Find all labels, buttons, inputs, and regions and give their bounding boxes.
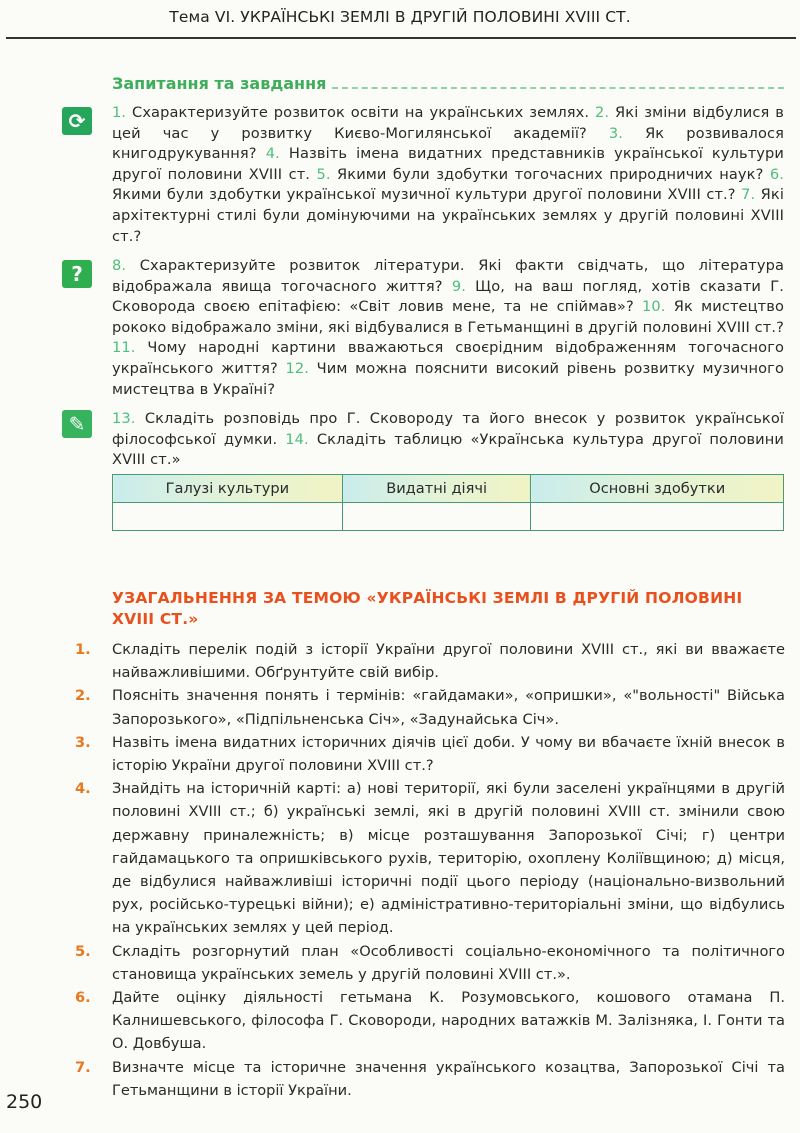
refresh-icon: ⟳ <box>62 107 92 135</box>
page-number: 250 <box>6 1091 43 1113</box>
question-number: 7. <box>741 186 756 204</box>
summary-item-number: 4. <box>75 780 91 798</box>
question-text: Які зміни відбулися в цей час у розвитку Києво-Могилянської академії? <box>112 104 784 142</box>
question-text: Які архітектурні стилі були домінуючими на українських землях у другій половині XVIII ст.? <box>112 186 784 245</box>
culture-table <box>112 474 784 531</box>
question-text: Що, на ваш погляд, хотів сказати Г. Сковорода своєю епітафією: «Світ ловив мене, та не спіймав»? <box>112 277 784 316</box>
question-text: Якими були здобутки тогочасних природничих наук? <box>337 165 764 183</box>
question-number: 4. <box>265 145 280 163</box>
question-text: Схарактеризуйте розвиток освіти на українських землях. <box>132 104 590 121</box>
question-text: Схарактеризуйте розвиток літератури. Які факти свідчать, що література відображала явища тогочасного життя? <box>112 257 784 295</box>
summary-item <box>75 986 785 1056</box>
summary-item-number: 5. <box>75 942 91 960</box>
summary-item <box>75 638 785 684</box>
table-row <box>113 503 784 531</box>
question-text: Якими були здобутки української музичної культури другої половини XVIII ст.? <box>112 186 736 204</box>
header-divider <box>6 37 796 39</box>
summary-item-number: 6. <box>75 989 91 1007</box>
summary-item-text: Визначте місце та історичне значення українського козацтва, Запорозької Січі та Гетьманщини в історії України. <box>112 1058 785 1099</box>
summary-item <box>75 1056 785 1102</box>
question-text: Чому народні картини вважаються своєрідним відображенням тогочасного українського життя? <box>112 339 784 377</box>
summary-item-text: Поясніть значення понять і термінів: «гайдамаки», «опришки», «"вольності" Війська Запорозького», «Підпільненська Січ», «Задунайська Січ». <box>112 687 785 728</box>
question-text: Складіть розповідь про Г. Сковороду та його внесок у розвиток української філософської думки. <box>112 410 784 448</box>
question-number: 6. <box>769 165 784 183</box>
table-header-cell: Основні здобутки <box>531 475 784 503</box>
question-text: Складіть таблицю «Українська культура другої половини XVIII ст.» <box>112 430 784 469</box>
summary-title: УЗАГАЛЬНЕННЯ ЗА ТЕМОЮ «УКРАЇНСЬКІ ЗЕМЛІ В ДРУГІЙ ПОЛОВИНІ XVIII СТ.» <box>112 589 743 628</box>
summary-item-text: Дайте оцінку діяльності гетьмана К. Розумовського, кошового отамана П. Калнишевського, філософа Г. Сковороди, народних ватажків М. Залізняка, І. Гонти та О. Довбуша. <box>112 989 785 1053</box>
table-cell <box>531 503 784 531</box>
question-number: 13. <box>112 410 136 427</box>
question-number: 8. <box>112 257 127 274</box>
summary-item-number: 2. <box>75 687 91 705</box>
questions-title-text: Запитання та завдання <box>112 74 327 93</box>
question-text: Як мистецтво рококо відображало зміни, які відбувалися в Гетьманщині в другій половині XVIII ст.? <box>112 298 784 336</box>
summary-item-text: Знайдіть на історичній карті: а) нові території, які були заселені українцями в другій половині XVIII ст.; б) українські землі, які в другій половині XVIII ст. змінили свою державну приналежність; в) місце розташування Запорозької Січі; г) центри гайдамацького та опришківського рухів, територію, охоплену Коліївщиною; д) місця, де відбулися найважливіші історичні події цього періоду (національно-визвольний рух, російсько-турецькі війни); е) адміністративно-територіальні зміни, що відбулись на українських землях у цей період. <box>112 780 785 937</box>
summary-item <box>75 731 785 777</box>
question-block-3 <box>112 409 784 471</box>
question-number: 12. <box>285 359 310 377</box>
summary-item <box>75 684 785 730</box>
summary-item-text: Складіть розгорнутий план «Особливості соціально-економічного та політичного становища українських земель у другій половині XVIII ст.». <box>112 942 785 983</box>
question-block-2 <box>112 256 784 400</box>
table-header-cell: Видатні діячі <box>342 475 531 503</box>
summary-item-text: Назвіть імена видатних історичних діячів цієї доби. У чому ви вбачаєте їхній внесок в історію України другої половини XVIII ст.? <box>112 733 785 775</box>
table-cell <box>113 503 343 531</box>
question-number: 3. <box>608 124 624 142</box>
question-icon: ? <box>62 260 92 288</box>
table-header-cell: Галузі культури <box>113 475 343 503</box>
question-number: 11. <box>112 339 136 357</box>
question-block-1 <box>112 103 784 247</box>
question-number: 1. <box>112 104 127 121</box>
question-text: Як розвивалося книгодрукування? <box>112 124 784 163</box>
summary-item-number: 3. <box>75 733 91 751</box>
question-text: Назвіть імена видатних представників української культури другої половини XVIII ст. <box>112 145 784 183</box>
pencil-icon: ✎ <box>62 410 92 438</box>
questions-section-title <box>112 74 784 93</box>
question-number: 10. <box>642 298 666 316</box>
question-text: Чим можна пояснити високий рівень розвитку музичного мистецтва в Україні? <box>112 359 784 398</box>
question-number: 9. <box>451 277 466 295</box>
summary-list <box>75 638 785 1102</box>
title-dashed-rule <box>332 87 784 89</box>
table-header-row <box>113 475 784 503</box>
question-number: 14. <box>285 430 309 448</box>
question-number: 5. <box>316 165 331 183</box>
running-header: Тема VI. УКРАЇНСЬКІ ЗЕМЛІ В ДРУГІЙ ПОЛОВИНІ XVIII СТ. <box>169 8 631 26</box>
summary-item <box>75 777 785 939</box>
summary-item <box>75 940 785 986</box>
table-cell <box>342 503 531 531</box>
summary-item-text: Складіть перелік подій з історії України другої половини XVIII ст., які ви вважаєте найважливішими. Обґрунтуйте свій вибір. <box>112 641 785 682</box>
summary-item-number: 1. <box>75 641 91 658</box>
question-number: 2. <box>595 104 610 121</box>
summary-item-number: 7. <box>75 1058 91 1076</box>
